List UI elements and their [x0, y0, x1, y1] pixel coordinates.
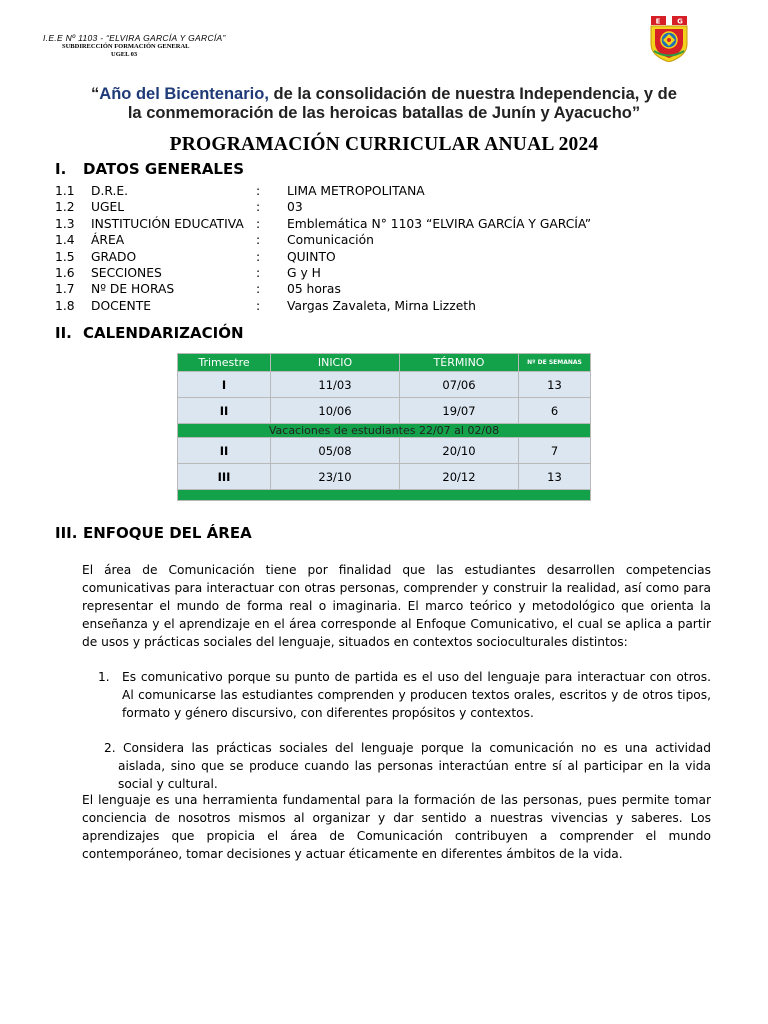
cell-trimestre: II	[178, 438, 271, 464]
cell-semanas: 6	[519, 398, 591, 424]
item-number: 1.4	[55, 233, 75, 248]
motto-line2: la conmemoración de las heroicas batallas de Junín y Ayacucho	[127, 104, 632, 122]
item-number: 1.7	[55, 282, 75, 297]
item-label: INSTITUCIÓN EDUCATIVA	[91, 216, 244, 231]
list-item-number: 1.	[98, 670, 110, 684]
item-number: 1.2	[55, 200, 75, 215]
cell-inicio: 23/10	[271, 464, 400, 490]
item-label: SECCIONES	[91, 266, 162, 280]
logo-letter-left: E	[655, 17, 661, 26]
table-row	[178, 464, 591, 490]
section-heading-enfoque: III. ENFOQUE DEL ÁREA	[55, 524, 252, 542]
cell-semanas: 13	[519, 464, 591, 490]
item-value: Comunicación	[287, 233, 374, 248]
item-value: LIMA METROPOLITANA	[287, 184, 425, 198]
item-label: GRADO	[91, 249, 137, 264]
table-footer-bar	[178, 490, 591, 501]
logo-letter-right: G	[677, 17, 683, 26]
item-value: Emblemática N° 1103 “ELVIRA GARCÍA Y GARCÍA”	[287, 216, 592, 231]
table-row	[178, 372, 591, 398]
header-semanas: Nº DE SEMANAS	[519, 354, 591, 372]
item-label: DOCENTE	[91, 298, 151, 313]
header-inicio: INICIO	[271, 354, 400, 372]
table-row	[178, 438, 591, 464]
item-colon: :	[256, 282, 261, 297]
item-label: D.R.E.	[91, 184, 129, 198]
item-number: 1.5	[55, 249, 75, 264]
item-colon: :	[256, 216, 261, 231]
item-value: 03	[287, 200, 303, 215]
item-number: 1.1	[55, 184, 75, 198]
item-colon: :	[256, 233, 261, 248]
vacation-row	[178, 424, 591, 438]
subdirection-line: SUBDIRECCIÓN FORMACIÓN GENERAL	[62, 43, 190, 50]
item-colon: :	[256, 249, 261, 264]
item-number: 1.8	[55, 298, 75, 313]
item-value: QUINTO	[287, 249, 336, 264]
item-number: 1.3	[55, 216, 75, 231]
item-label: UGEL	[91, 200, 125, 215]
motto-highlight: Año del Bicentenario,	[99, 85, 269, 103]
cell-trimestre: III	[178, 464, 271, 490]
item-colon: :	[256, 266, 261, 280]
item-colon: :	[256, 200, 261, 215]
enfoque-closing-paragraph: El lenguaje es una herramienta fundamental para la formación de las personas, pues permite tomar conciencia de nosotros mismos al organizar y dar sentido a nuestras vivencias y saberes. Los aprendizajes que propicia el área de Comunicación contribuyen a comprender el mundo contemporáneo, tomar decisiones y actuar éticamente en diferentes ámbitos de la vida.	[82, 793, 711, 861]
page-title: PROGRAMACIÓN CURRICULAR ANUAL 2024	[169, 134, 599, 155]
cell-inicio: 05/08	[271, 438, 400, 464]
cell-termino: 20/10	[400, 438, 519, 464]
cell-termino: 19/07	[400, 398, 519, 424]
item-value: Vargas Zavaleta, Mirna Lizzeth	[287, 298, 476, 313]
cell-semanas: 13	[519, 372, 591, 398]
motto-line1: de la consolidación de nuestra Independencia, y de	[268, 85, 677, 103]
item-colon: :	[256, 298, 261, 313]
calendar-table	[177, 353, 591, 501]
cell-termino: 20/12	[400, 464, 519, 490]
item-value: 05 horas	[287, 282, 341, 297]
table-row	[178, 398, 591, 424]
cell-inicio: 10/06	[271, 398, 400, 424]
item-colon: :	[256, 184, 261, 198]
cell-semanas: 7	[519, 438, 591, 464]
ugel-line: UGEL 03	[111, 51, 138, 58]
cell-inicio: 11/03	[271, 372, 400, 398]
header-termino: TÉRMINO	[400, 354, 519, 372]
cell-trimestre: I	[178, 372, 271, 398]
list-item: 2. Considera las prácticas sociales del lenguaje porque la comunicación no es una actividad aislada, sino que se produce cuando las personas interactúan entre sí al participar en la vida social y cultural.	[104, 741, 711, 791]
item-label: ÁREA	[91, 233, 125, 248]
cell-trimestre: II	[178, 398, 271, 424]
item-number: 1.6	[55, 266, 75, 280]
section-heading-calendarizacion: II. CALENDARIZACIÓN	[55, 324, 244, 342]
item-value: G y H	[287, 266, 321, 280]
school-crest-logo	[649, 16, 689, 62]
section-heading-datos-generales: I. DATOS GENERALES	[55, 160, 245, 178]
cell-termino: 07/06	[400, 372, 519, 398]
header-trimestre: Trimestre	[178, 354, 271, 372]
list-item: Es comunicativo porque su punto de partida es el uso del lenguaje para interactuar con otros. Al comunicarse las estudiantes comprenden y producen textos orales, escritos y de otros tipos, formato y género discursivo, con diferentes propósitos y contextos.	[122, 670, 711, 720]
year-motto: “Año del Bicentenario, de la consolidación de nuestra Independencia, y de la conmemoración de las heroicas batallas de Junín y Ayacucho”	[91, 85, 677, 122]
item-label: Nº DE HORAS	[91, 282, 175, 297]
enfoque-intro-paragraph: El área de Comunicación tiene por finalidad que las estudiantes desarrollen competencias comunicativas para interactuar con otras personas, comprender y construir la realidad, así como para representar el mundo de forma real o imaginaria. El marco teórico y metodológico que orienta la enseñanza y el aprendizaje en el área corresponde al Enfoque Comunicativo, el cual se aplica a partir de usos y prácticas sociales del lenguaje, situados en contextos socioculturales distintos:	[82, 563, 711, 649]
school-name: I.E.E Nº 1103 - “ELVIRA GARCÍA Y GARCÍA”	[43, 33, 226, 43]
vacation-text: Vacaciones de estudiantes 22/07 al 02/08	[178, 424, 591, 438]
